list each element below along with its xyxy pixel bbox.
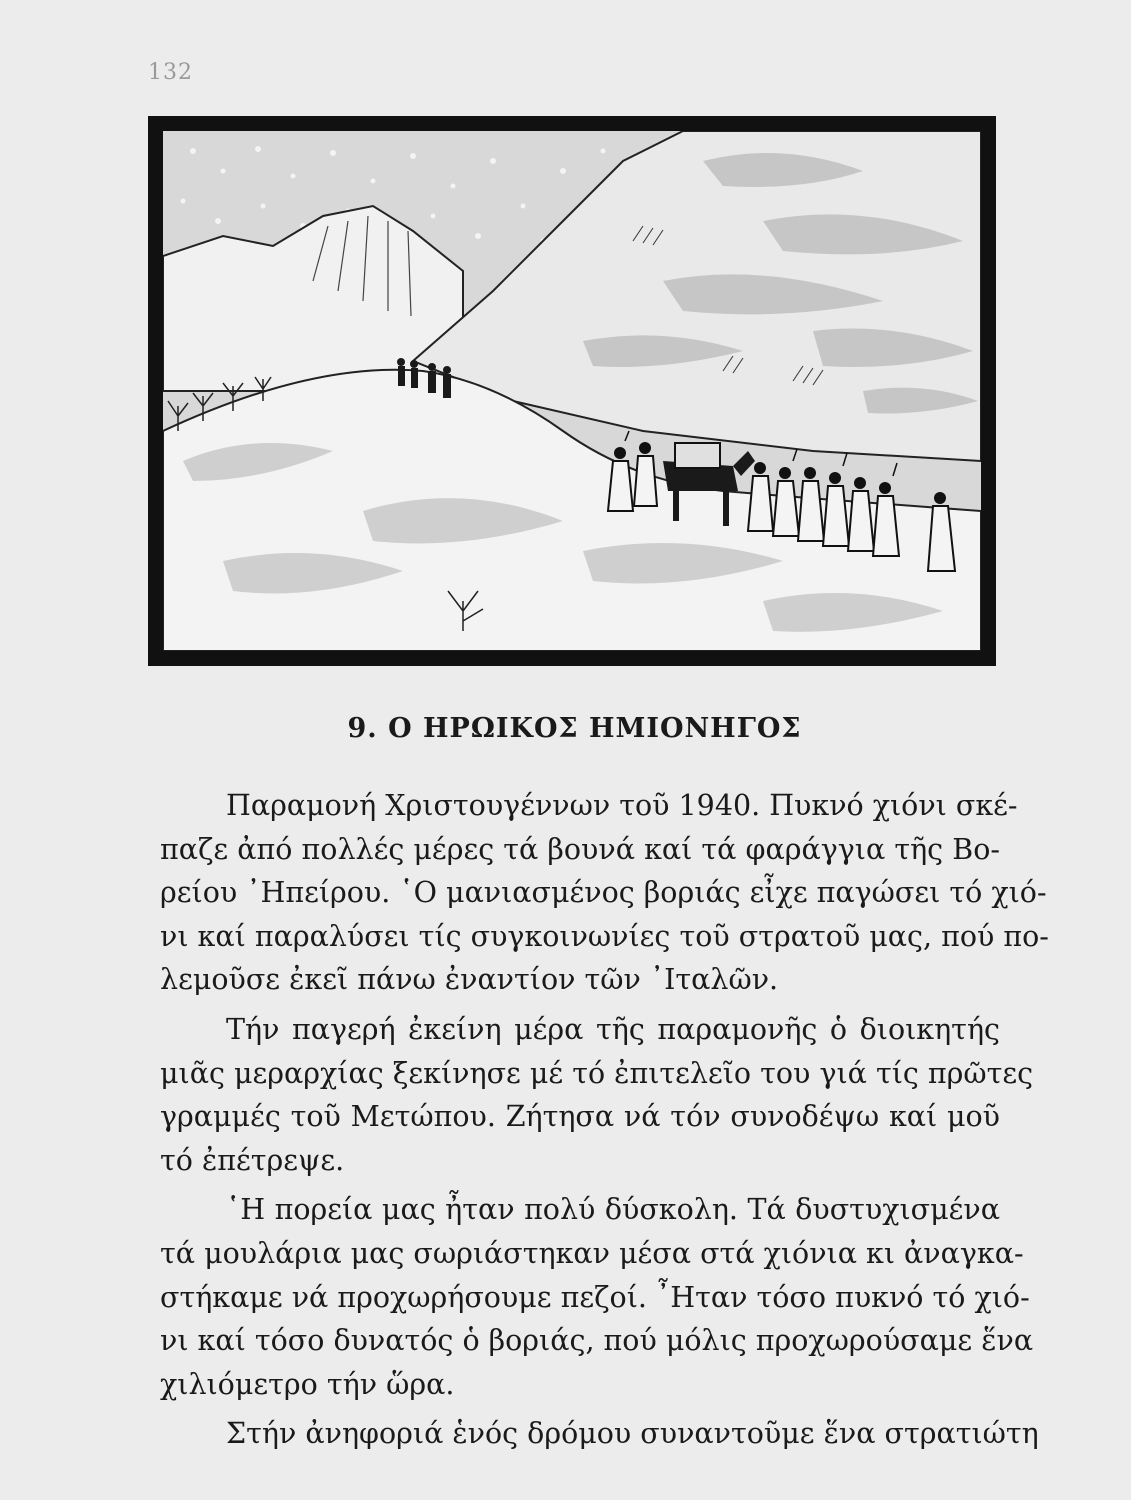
text-line: στήκαμε νά προχωρήσουμε πεζοί. ῏Ηταν τόσο πυκνό τό χιό-	[160, 1280, 1030, 1314]
paragraph	[160, 1008, 1034, 1182]
paragraph	[160, 784, 1049, 1002]
mountain-snow-soldiers-illustration	[163, 131, 981, 651]
text-line: νι καί τόσο δυνατός ὁ βοριάς, πού μόλις προχωρούσαμε ἕνα	[160, 1324, 1034, 1358]
body-text	[160, 784, 1049, 1462]
text-line: ρείου ᾿Ηπείρου. ῾Ο μανιασμένος βοριάς εἶχε παγώσει τό χιό-	[160, 876, 1047, 910]
text-line: μιᾶς μεραρχίας ξεκίνησε μέ τό ἐπιτελεῖο του γιά τίς πρῶτες	[160, 1056, 1034, 1090]
text-line: ῾Η πορεία μας ἦταν πολύ δύσκολη. Τά δυστυχισμένα	[226, 1193, 1000, 1227]
text-line: λεμοῦσε ἐκεῖ πάνω ἐναντίον τῶν ᾿Ιταλῶν.	[160, 963, 779, 997]
text-line: νι καί παραλύσει τίς συγκοινωνίες τοῦ στρατοῦ μας, πού πο-	[160, 919, 1049, 953]
paragraph	[160, 1188, 1034, 1406]
text-line: γραμμές τοῦ Μετώπου. Ζήτησα νά τόν συνοδέψω καί μοῦ	[160, 1100, 1000, 1134]
text-line: τό ἐπέτρεψε.	[160, 1143, 345, 1177]
page-number: 132	[148, 60, 193, 85]
text-line: Στήν ἀνηφοριά ἑνός δρόμου συναντοῦμε ἕνα στρατιώτη	[226, 1417, 1039, 1451]
text-line: χιλιόμετρο τήν ὥρα.	[160, 1367, 455, 1401]
text-line: Παραμονή Χριστουγέννων τοῦ 1940. Πυκνό χιόνι σκέ-	[226, 789, 1018, 822]
chapter-title: 9. Ο ΗΡΩΙΚΟΣ ΗΜΙΟΝΗΓΟΣ	[347, 713, 802, 744]
text-line: παζε ἀπό πολλές μέρες τά βουνά καί τά φαράγγια τῆς Βο-	[160, 832, 1000, 866]
text-line: Τήν παγερή ἐκείνη μέρα τῆς παραμονῆς ὁ διοικητής	[226, 1012, 1000, 1046]
paragraph	[160, 1412, 1039, 1456]
illustration-frame	[148, 116, 996, 666]
text-line: τά μουλάρια μας σωριάστηκαν μέσα στά χιόνια κι ἀναγκα-	[160, 1236, 1024, 1270]
